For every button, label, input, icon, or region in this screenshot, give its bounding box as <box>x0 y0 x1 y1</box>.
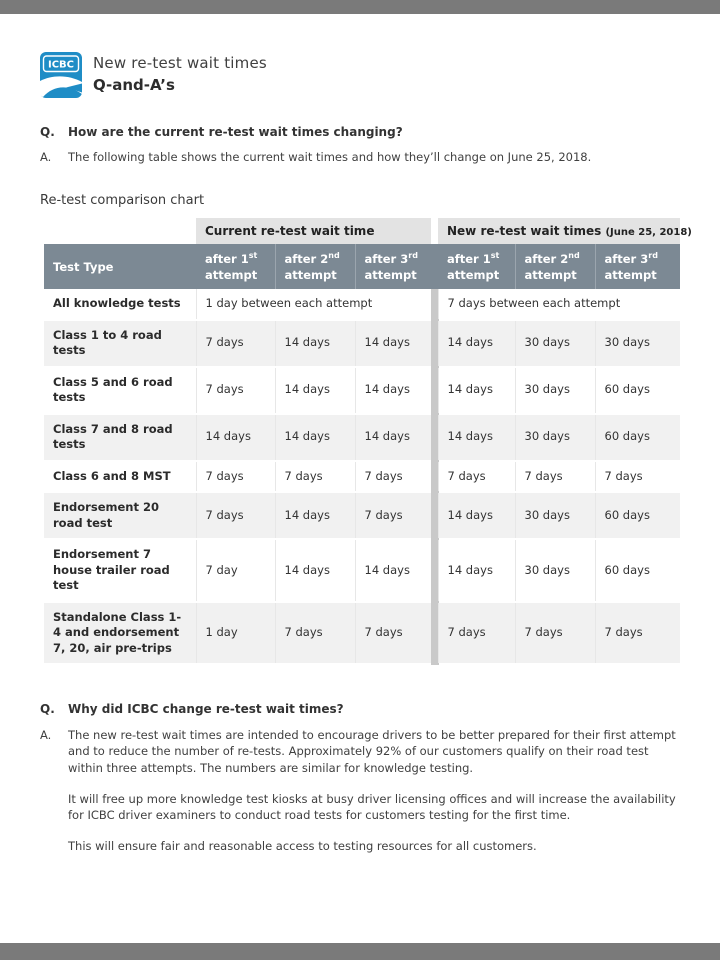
wait-time-cell: 14 days <box>275 492 355 539</box>
answer-2-label: A. <box>40 727 52 742</box>
qa-section-1 <box>40 124 680 166</box>
wait-time-cell: 14 days <box>275 367 355 414</box>
table-row-endorsement-20 <box>44 492 680 539</box>
answer-2-paragraph-3 <box>40 838 680 855</box>
answer-2-text-2: It will free up more knowledge test kiosks at busy driver licensing offices and will increase the availability for ICBC driver examiners to conduct road tests for customers testing for the first time. <box>68 791 676 823</box>
answer-2-paragraph-2 <box>40 791 680 824</box>
wait-time-cell: 7 days <box>196 320 275 367</box>
wait-time-cell: 7 days <box>196 461 275 493</box>
wait-time-cell: 7 days <box>275 602 355 665</box>
wait-time-cell: 7 days <box>275 461 355 493</box>
group-divider <box>431 602 438 665</box>
table-group-header-row <box>44 218 680 244</box>
answer-1 <box>40 149 680 166</box>
wait-time-cell: 60 days <box>595 414 680 461</box>
column-header-new-attempt-3: after 3rd attempt <box>595 244 680 289</box>
answer-2-text-1: The new re-test wait times are intended to encourage drivers to be better prepared for their first attempt and to reduce the number of re-tests. Approximately 92% of our customers qualify on their road test within three attempts. The numbers are similar for knowledge testing. <box>68 727 676 776</box>
column-header-new-attempt-1: after 1st attempt <box>438 244 515 289</box>
test-type-cell: All knowledge tests <box>44 289 196 320</box>
column-header-current-attempt-1: after 1st attempt <box>196 244 275 289</box>
test-type-cell: Class 5 and 6 road tests <box>44 367 196 414</box>
wait-time-cell: 1 day <box>196 602 275 665</box>
question-1 <box>40 124 680 141</box>
table-row-class-5-and-6 <box>44 367 680 414</box>
wait-time-cell: 14 days <box>355 414 431 461</box>
table-row-class-6-and-8-mst <box>44 461 680 493</box>
column-header-test-type: Test Type <box>44 244 196 289</box>
icbc-logo-icon <box>40 52 82 98</box>
group-header-current-label: Current re-test wait time <box>205 224 375 239</box>
wait-time-cell: 30 days <box>595 320 680 367</box>
wait-time-cell: 14 days <box>355 320 431 367</box>
group-divider <box>431 461 438 493</box>
wait-time-cell: 7 days <box>438 602 515 665</box>
wait-time-cell: 7 days <box>438 461 515 493</box>
wait-time-cell: 60 days <box>595 492 680 539</box>
answer-1-label: A. <box>40 150 52 165</box>
qa-section-2 <box>40 701 680 854</box>
table-row-class-1-to-4 <box>44 320 680 367</box>
wait-time-cell: 60 days <box>595 367 680 414</box>
wait-time-cell: 14 days <box>196 414 275 461</box>
wait-time-cell: 7 days <box>515 461 595 493</box>
wait-time-cell: 14 days <box>275 320 355 367</box>
wait-time-cell: 7 days <box>355 602 431 665</box>
wait-time-cell: 30 days <box>515 414 595 461</box>
wait-time-cell: 7 days <box>515 602 595 665</box>
wait-time-cell: 14 days <box>275 414 355 461</box>
top-frame-bar <box>0 0 720 14</box>
wait-time-cell: 7 days <box>595 602 680 665</box>
table-column-header-row <box>44 244 680 289</box>
answer-2-paragraph-1 <box>40 727 680 777</box>
wait-time-cell: 30 days <box>515 539 595 602</box>
wait-time-cell: 14 days <box>438 367 515 414</box>
group-header-new <box>438 218 692 244</box>
group-divider <box>431 367 438 414</box>
table-row-all-knowledge-tests <box>44 289 680 320</box>
wait-time-cell: 14 days <box>275 539 355 602</box>
wait-time-cell: 14 days <box>438 414 515 461</box>
answer-2-text-3: This will ensure fair and reasonable access to testing resources for all customers. <box>68 839 537 854</box>
brand-titles <box>93 52 267 94</box>
column-header-new-attempt-2: after 2nd attempt <box>515 244 595 289</box>
page-subtitle: Q-and-A’s <box>93 76 175 94</box>
wait-time-cell: 7 days between each attempt <box>438 289 680 320</box>
wait-time-cell: 7 days <box>196 367 275 414</box>
wait-time-cell: 14 days <box>438 320 515 367</box>
group-divider <box>431 289 438 320</box>
group-divider <box>431 492 438 539</box>
group-gap <box>431 218 438 244</box>
page-title: New re-test wait times <box>93 54 267 72</box>
wait-time-cell: 7 day <box>196 539 275 602</box>
group-divider <box>431 539 438 602</box>
retest-comparison-table <box>44 218 692 665</box>
question-2-label: Q. <box>40 702 55 717</box>
group-header-new-label: New re-test wait times <box>447 224 602 239</box>
group-divider <box>431 414 438 461</box>
wait-time-cell: 30 days <box>515 367 595 414</box>
wait-time-cell: 14 days <box>355 367 431 414</box>
wait-time-cell: 7 days <box>196 492 275 539</box>
table-row-standalone <box>44 602 680 665</box>
test-type-cell: Standalone Class 1-4 and endorsement 7, 20, air pre-trips <box>44 602 196 665</box>
wait-time-cell: 7 days <box>355 461 431 493</box>
test-type-cell: Class 7 and 8 road tests <box>44 414 196 461</box>
group-header-current <box>196 218 431 244</box>
wait-time-cell: 60 days <box>595 539 680 602</box>
column-header-current-attempt-3: after 3rd attempt <box>355 244 431 289</box>
wait-time-cell: 14 days <box>438 539 515 602</box>
wait-time-cell: 30 days <box>515 320 595 367</box>
question-1-text: How are the current re-test wait times changing? <box>68 125 403 139</box>
column-header-current-attempt-2: after 2nd attempt <box>275 244 355 289</box>
test-type-cell: Endorsement 20 road test <box>44 492 196 539</box>
answer-1-text: The following table shows the current wait times and how they’ll change on June 25, 2018. <box>68 150 592 165</box>
bottom-frame-bar <box>0 943 720 960</box>
group-divider <box>431 244 438 289</box>
table-row-endorsement-7 <box>44 539 680 602</box>
test-type-cell: Class 1 to 4 road tests <box>44 320 196 367</box>
wait-time-cell: 1 day between each attempt <box>196 289 431 320</box>
question-1-label: Q. <box>40 125 55 139</box>
wait-time-cell: 14 days <box>438 492 515 539</box>
group-header-new-note: (June 25, 2018) <box>605 227 692 239</box>
question-2 <box>40 701 680 718</box>
icbc-logo-text: ICBC <box>47 59 75 71</box>
corner-spacer <box>44 218 196 244</box>
test-type-cell: Endorsement 7 house trailer road test <box>44 539 196 602</box>
wait-time-cell: 14 days <box>355 539 431 602</box>
wait-time-cell: 7 days <box>595 461 680 493</box>
question-2-text: Why did ICBC change re-test wait times? <box>68 702 344 717</box>
test-type-cell: Class 6 and 8 MST <box>44 461 196 493</box>
group-divider <box>431 320 438 367</box>
wait-time-cell: 7 days <box>355 492 431 539</box>
table-row-class-7-and-8 <box>44 414 680 461</box>
table-caption: Re-test comparison chart <box>40 193 205 209</box>
wait-time-cell: 30 days <box>515 492 595 539</box>
brand-header <box>40 52 680 98</box>
